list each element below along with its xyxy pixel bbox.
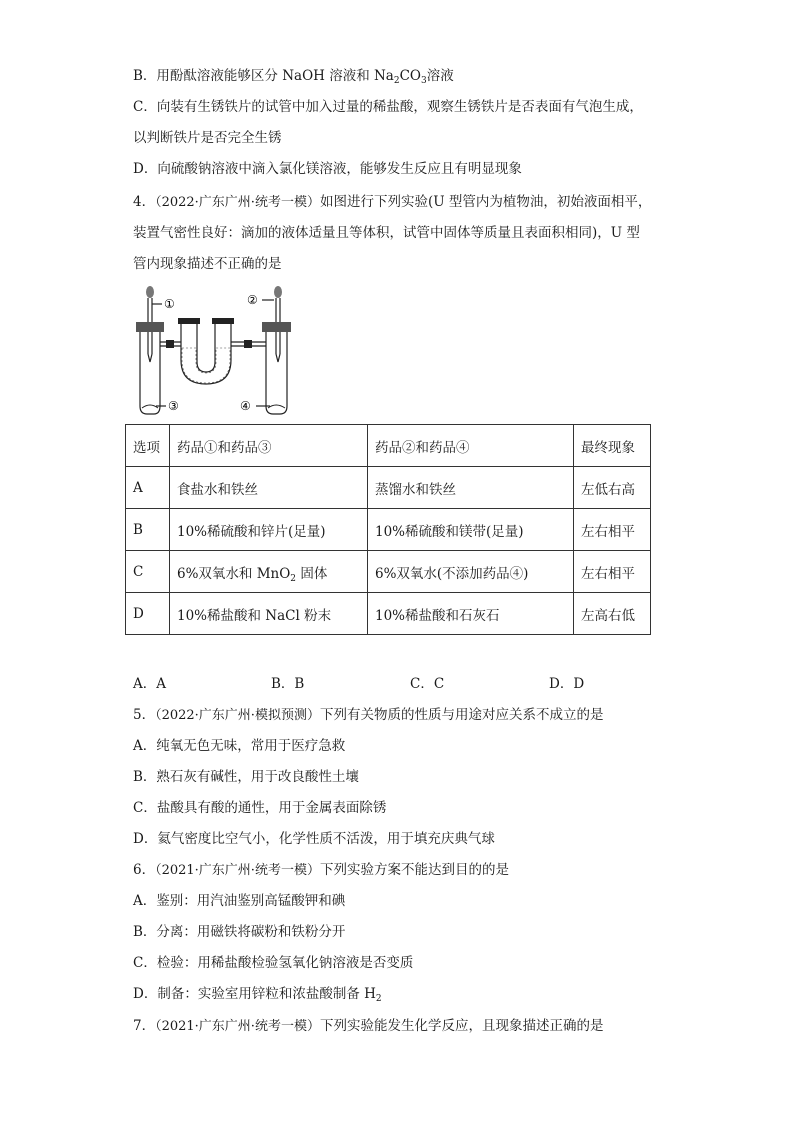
row-result: 左高右低 [574, 593, 651, 635]
table-row [126, 593, 651, 635]
header-drug13: 药品①和药品③ [170, 425, 368, 467]
header-option: 选项 [126, 425, 170, 467]
q4-stem-line2: 装置气密性良好：滴加的液体适量且等体积，试管中固体等质量且表面积相同)，U 型 [133, 225, 640, 241]
q6-option-c: C．检验：用稀盐酸检验氢氧化钠溶液是否变质 [133, 955, 414, 971]
q4-choice-b: B．B [271, 676, 305, 692]
q4-stem-line1: 4．（2022·广东广州·统考一模）如图进行下列实验(U 型管内为植物油，初始液面相平， [133, 194, 652, 210]
u-tube-apparatus-figure [126, 282, 326, 417]
row-option: C [126, 551, 170, 593]
row-option: D [126, 593, 170, 635]
q5-option-c: C．盐酸具有酸的通性，用于金属表面除锈 [133, 800, 387, 816]
table-row [126, 467, 651, 509]
q5-stem: 5．（2022·广东广州·模拟预测）下列有关物质的性质与用途对应关系不成立的是 [133, 707, 604, 723]
q4-options-table [125, 424, 651, 635]
q4-choice-a: A．A [133, 676, 166, 692]
q6-option-a: A．鉴别：用汽油鉴别高锰酸钾和碘 [133, 893, 346, 909]
row-left: 食盐水和铁丝 [170, 467, 368, 509]
q6-option-d: D．制备：实验室用锌粒和浓盐酸制备 $H_2$ [133, 986, 382, 1004]
row-right: 6%双氧水(不添加药品④) [368, 551, 574, 593]
row-result: 左右相平 [574, 551, 651, 593]
q5-option-a: A．纯氧无色无味，常用于医疗急救 [133, 738, 346, 754]
header-drug24: 药品②和药品④ [368, 425, 574, 467]
q5-option-b: B．熟石灰有碱性，用于改良酸性土壤 [133, 769, 359, 785]
row-option: B [126, 509, 170, 551]
q6-option-b: B．分离：用磁铁将碳粉和铁粉分开 [133, 924, 346, 940]
label-1: ① [164, 297, 175, 311]
option-c-line1: C．向装有生锈铁片的试管中加入过量的稀盐酸，观察生锈铁片是否表面有气泡生成， [133, 99, 643, 115]
option-b-text: B．用酚酞溶液能够区分 NaOH 溶液和 $Na_2CO_3$溶液 [133, 68, 454, 86]
option-c-line2: 以判断铁片是否完全生锈 [133, 130, 282, 146]
row-right: 10%稀盐酸和石灰石 [368, 593, 574, 635]
label-2: ② [247, 293, 258, 307]
label-4: ④ [240, 399, 251, 413]
header-result: 最终现象 [574, 425, 651, 467]
row-left: 6%双氧水和 MnO$_2$ 固体 [170, 551, 368, 593]
table-row [126, 509, 651, 551]
table-row [126, 551, 651, 593]
row-result: 左低右高 [574, 467, 651, 509]
option-d-text: D．向硫酸钠溶液中滴入氯化镁溶液，能够发生反应且有明显现象 [133, 161, 522, 177]
row-right: 蒸馏水和铁丝 [368, 467, 574, 509]
row-right: 10%稀硫酸和镁带(足量) [368, 509, 574, 551]
q4-stem-line3: 管内现象描述不正确的是 [133, 256, 282, 272]
table-header-row [126, 425, 651, 467]
row-left: 10%稀硫酸和锌片(足量) [170, 509, 368, 551]
row-left: 10%稀盐酸和 NaCl 粉末 [170, 593, 368, 635]
q4-choice-c: C．C [410, 676, 445, 692]
q4-choice-d: D．D [549, 676, 585, 692]
q5-option-d: D．氦气密度比空气小，化学性质不活泼，用于填充庆典气球 [133, 831, 495, 847]
q7-stem: 7．（2021·广东广州·统考一模）下列实验能发生化学反应，且现象描述正确的是 [133, 1018, 604, 1034]
label-3: ③ [168, 399, 179, 413]
row-result: 左右相平 [574, 509, 651, 551]
q6-stem: 6．（2021·广东广州·统考一模）下列实验方案不能达到目的的是 [133, 862, 509, 878]
row-option: A [126, 467, 170, 509]
